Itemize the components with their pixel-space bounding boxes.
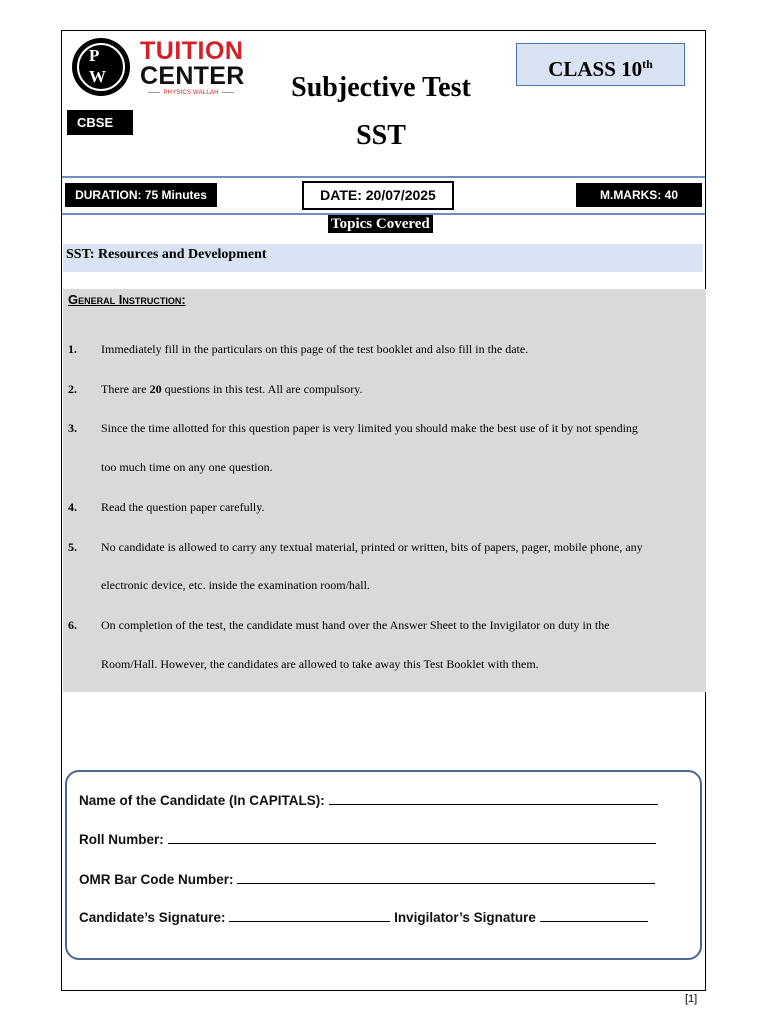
- date-box: DATE: 20/07/2025: [302, 181, 454, 210]
- instruction-text: electronic device, etc. inside the examination room/hall.: [101, 578, 370, 592]
- roll-number-label: Roll Number:: [79, 832, 164, 847]
- topics-text: SST: Resources and Development: [66, 247, 267, 262]
- invigilator-signature-label: Invigilator’s Signature: [394, 910, 536, 925]
- logo-letter-p: P: [89, 46, 100, 65]
- instruction-text: Immediately fill in the particulars on this page of the test booklet and also fill in the date.: [101, 342, 529, 356]
- instruction-text: On completion of the test, the candidate must hand over the Answer Sheet to the Invigilator on duty in the: [101, 618, 610, 632]
- instructions-title: General Instruction:: [68, 292, 186, 307]
- instruction-number: 3.: [68, 421, 77, 435]
- instruction-text: too much time on any one question.: [101, 460, 273, 474]
- omr-code-field[interactable]: [237, 871, 655, 884]
- omr-code-label: OMR Bar Code Number:: [79, 872, 234, 887]
- instruction-number: 6.: [68, 618, 77, 632]
- invigilator-signature-field[interactable]: [540, 909, 648, 922]
- candidate-signature-label: Candidate’s Signature:: [79, 910, 226, 925]
- topics-heading: Topics Covered: [328, 215, 433, 233]
- class-box: [516, 43, 685, 86]
- instruction-number: 1.: [68, 342, 77, 356]
- instruction-text: Room/Hall. However, the candidates are allowed to take away this Test Booklet with them.: [101, 657, 539, 671]
- max-marks-badge: M.MARKS: 40: [576, 183, 702, 207]
- roll-number-row: [79, 831, 656, 847]
- candidate-name-row: [79, 792, 658, 808]
- candidate-name-label: Name of the Candidate (In CAPITALS):: [79, 793, 325, 808]
- board-badge: CBSE: [67, 110, 133, 135]
- instruction-number: 5.: [68, 540, 77, 554]
- logo-letter-w: W: [89, 67, 106, 86]
- pw-logo-icon: [72, 38, 130, 96]
- class-suffix: th: [642, 57, 653, 71]
- duration-badge: DURATION: 75 Minutes: [65, 183, 217, 207]
- omr-code-row: [79, 871, 655, 887]
- instruction-text: Read the question paper carefully.: [101, 500, 265, 514]
- instruction-number: 2.: [68, 382, 77, 396]
- instruction-number: 4.: [68, 500, 77, 514]
- signature-row: [79, 909, 648, 925]
- page-number: [1]: [685, 993, 698, 1005]
- test-title: Subjective Test: [291, 72, 471, 103]
- instruction-text: No candidate is allowed to carry any textual material, printed or written, bits of papers, pager, mobile phone, any: [101, 540, 643, 554]
- candidate-signature-field[interactable]: [229, 909, 390, 922]
- instruction-text: Since the time allotted for this question paper is very limited you should make the best use of it by not spending: [101, 421, 638, 435]
- brand-center: CENTER: [140, 62, 245, 90]
- brand-tagline: PHYSICS WALLAH: [140, 90, 242, 96]
- instruction-text: There are 20 questions in this test. All are compulsory.: [101, 382, 363, 396]
- brand-tuition: TUITION: [140, 37, 244, 65]
- candidate-name-field[interactable]: [329, 792, 658, 805]
- subject-title: SST: [356, 120, 406, 151]
- class-label: CLASS 10: [548, 57, 643, 81]
- roll-number-field[interactable]: [168, 831, 656, 844]
- separator-line: [62, 176, 705, 178]
